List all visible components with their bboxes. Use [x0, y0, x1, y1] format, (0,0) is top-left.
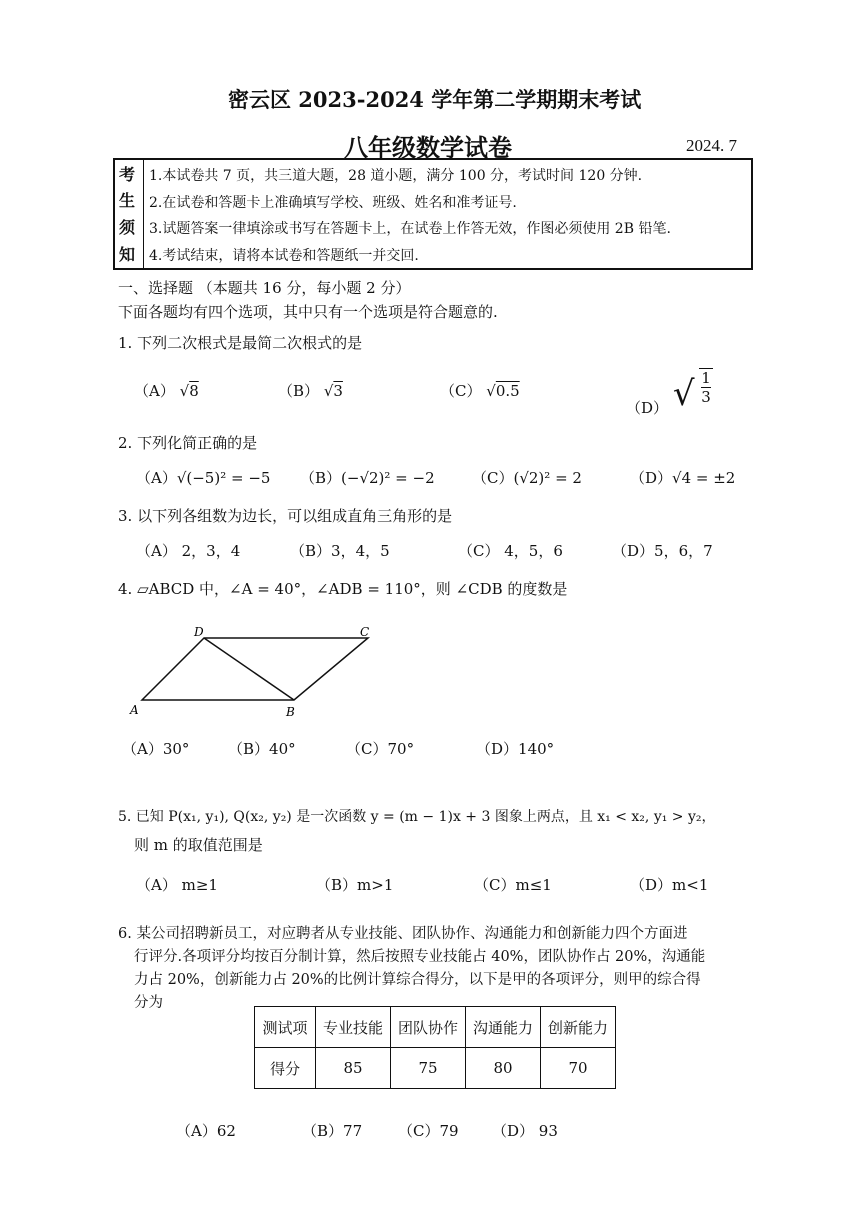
- notice-label-char: 考: [119, 165, 136, 184]
- q6-option-c: （C）79: [398, 1122, 459, 1140]
- radicand: 8: [189, 382, 199, 400]
- table-row: [255, 1048, 616, 1089]
- option-label: （B）: [278, 382, 320, 400]
- q4-option-a: （A）30°: [122, 740, 190, 758]
- notice-label-char: 生: [119, 191, 136, 210]
- sqrt-sign: √: [323, 382, 334, 400]
- radicand: 3: [333, 382, 343, 400]
- option-label: （A）: [134, 382, 175, 400]
- q1-option-b: [278, 380, 343, 401]
- vertex-label-b: B: [286, 705, 295, 719]
- q4-option-d: （D）140°: [476, 740, 555, 758]
- notice-line-4: 4.考试结束，请将本试卷和答题纸一并交回.: [149, 248, 419, 264]
- question-3-stem: 3. 以下列各组数为边长，可以组成直角三角形的是: [118, 507, 453, 525]
- q1-option-c: [440, 380, 520, 401]
- question-5-stem-line2: 则 m 的取值范围是: [134, 836, 263, 854]
- notice-line-2: 2.在试卷和答题卡上准确填写学校、班级、姓名和准考证号.: [149, 195, 517, 211]
- q5-option-b: （B）m>1: [316, 876, 394, 894]
- option-label: （D）: [626, 399, 669, 417]
- table-cell: 80: [466, 1048, 541, 1089]
- table-header-row: [255, 1007, 616, 1048]
- table-cell: 85: [316, 1048, 391, 1089]
- q6-option-d: （D） 93: [492, 1122, 558, 1140]
- q5-option-a: （A） m≥1: [136, 876, 218, 894]
- q3-option-b: （B）3，4，5: [290, 542, 390, 560]
- q2-option-a: （A）√(−5)² = −5: [136, 469, 271, 487]
- exam-date: 2024. 7: [686, 136, 737, 155]
- option-label: （C）: [440, 382, 482, 400]
- sqrt-sign: √: [486, 382, 496, 400]
- table-cell: 75: [391, 1048, 466, 1089]
- q6-option-a: （A）62: [176, 1122, 236, 1140]
- notice-label-char: 知: [119, 245, 136, 264]
- notice-line-1: 1.本试卷共 7 页，共三道大题，28 道小题，满分 100 分，考试时间 120 分钟.: [149, 168, 643, 184]
- notice-label-column: [115, 160, 144, 268]
- q1-option-d: [626, 368, 713, 417]
- notice-label-char: 须: [119, 218, 136, 237]
- q3-option-a: （A） 2，3，4: [136, 542, 241, 560]
- q5-option-d: （D）m<1: [630, 876, 709, 894]
- fraction-numerator: 1: [701, 369, 711, 387]
- q2-option-c: （C）(√2)² = 2: [472, 469, 582, 487]
- q1-option-a: [134, 380, 199, 401]
- score-table: [254, 1006, 616, 1089]
- question-5-stem: 5. 已知 P(x₁, y₁), Q(x₂, y₂) 是一次函数 y = (m − 1)x + 3 图象上两点，且 x₁ < x₂, y₁ > y₂，: [118, 809, 716, 825]
- q2-option-b: （B）(−√2)² = −2: [300, 469, 435, 487]
- sqrt-sign: √: [179, 382, 190, 400]
- vertex-label-a: A: [130, 703, 139, 717]
- fraction: [699, 368, 713, 406]
- table-cell: 70: [541, 1048, 616, 1089]
- vertex-label-c: C: [360, 625, 370, 639]
- q6-option-b: （B）77: [302, 1122, 363, 1140]
- table-cell: 专业技能: [316, 1007, 391, 1048]
- radicand: 0.5: [495, 382, 520, 400]
- q2-option-d: （D）√4 = ±2: [630, 469, 736, 487]
- question-6-stem-line1: 6. 某公司招聘新员工，对应聘者从专业技能、团队协作、沟通能力和创新能力四个方面进: [118, 926, 688, 942]
- question-6-stem-line3: 力占 20%，创新能力占 20%的比例计算综合得分，以下是甲的各项评分，则甲的综合得: [134, 972, 701, 988]
- fraction-denominator: 3: [701, 388, 711, 406]
- parallelogram-figure: [126, 624, 386, 720]
- question-6-stem-line2: 行评分.各项评分均按百分制计算，然后按照专业技能占 40%，团队协作占 20%，沟通能: [134, 949, 706, 965]
- table-cell: 得分: [255, 1048, 316, 1089]
- q4-option-b: （B）40°: [228, 740, 296, 758]
- exam-title: 密云区 2023-2024 学年第二学期期末考试: [228, 87, 642, 112]
- q5-option-c: （C）m≤1: [474, 876, 552, 894]
- question-6-stem-line4: 分为: [134, 995, 163, 1011]
- question-4-stem: 4. ▱ABCD 中，∠A = 40°，∠ADB = 110°，则 ∠CDB 的度数是: [118, 580, 568, 598]
- q4-option-c: （C）70°: [346, 740, 415, 758]
- section-heading: 一、选择题 （本题共 16 分，每小题 2 分）: [118, 279, 411, 297]
- section-instruction: 下面各题均有四个选项，其中只有一个选项是符合题意的.: [118, 303, 498, 321]
- table-cell: 团队协作: [391, 1007, 466, 1048]
- sqrt-sign: √: [672, 374, 695, 414]
- q3-option-c: （C） 4，5，6: [458, 542, 563, 560]
- exam-subtitle: 八年级数学试卷: [344, 133, 512, 162]
- notice-line-3: 3.试题答案一律填涂或书写在答题卡上，在试卷上作答无效，作图必须使用 2B 铅笔.: [149, 221, 671, 237]
- q3-option-d: （D）5，6，7: [612, 542, 713, 560]
- table-cell: 测试项: [255, 1007, 316, 1048]
- vertex-label-d: D: [194, 625, 204, 639]
- notice-box: [113, 158, 753, 270]
- parallelogram-shape: [142, 638, 368, 700]
- question-2-stem: 2. 下列化简正确的是: [118, 434, 258, 452]
- diagonal-db: [204, 638, 294, 700]
- table-cell: 沟通能力: [466, 1007, 541, 1048]
- question-1-stem: 1. 下列二次根式是最简二次根式的是: [118, 334, 363, 352]
- table-cell: 创新能力: [541, 1007, 616, 1048]
